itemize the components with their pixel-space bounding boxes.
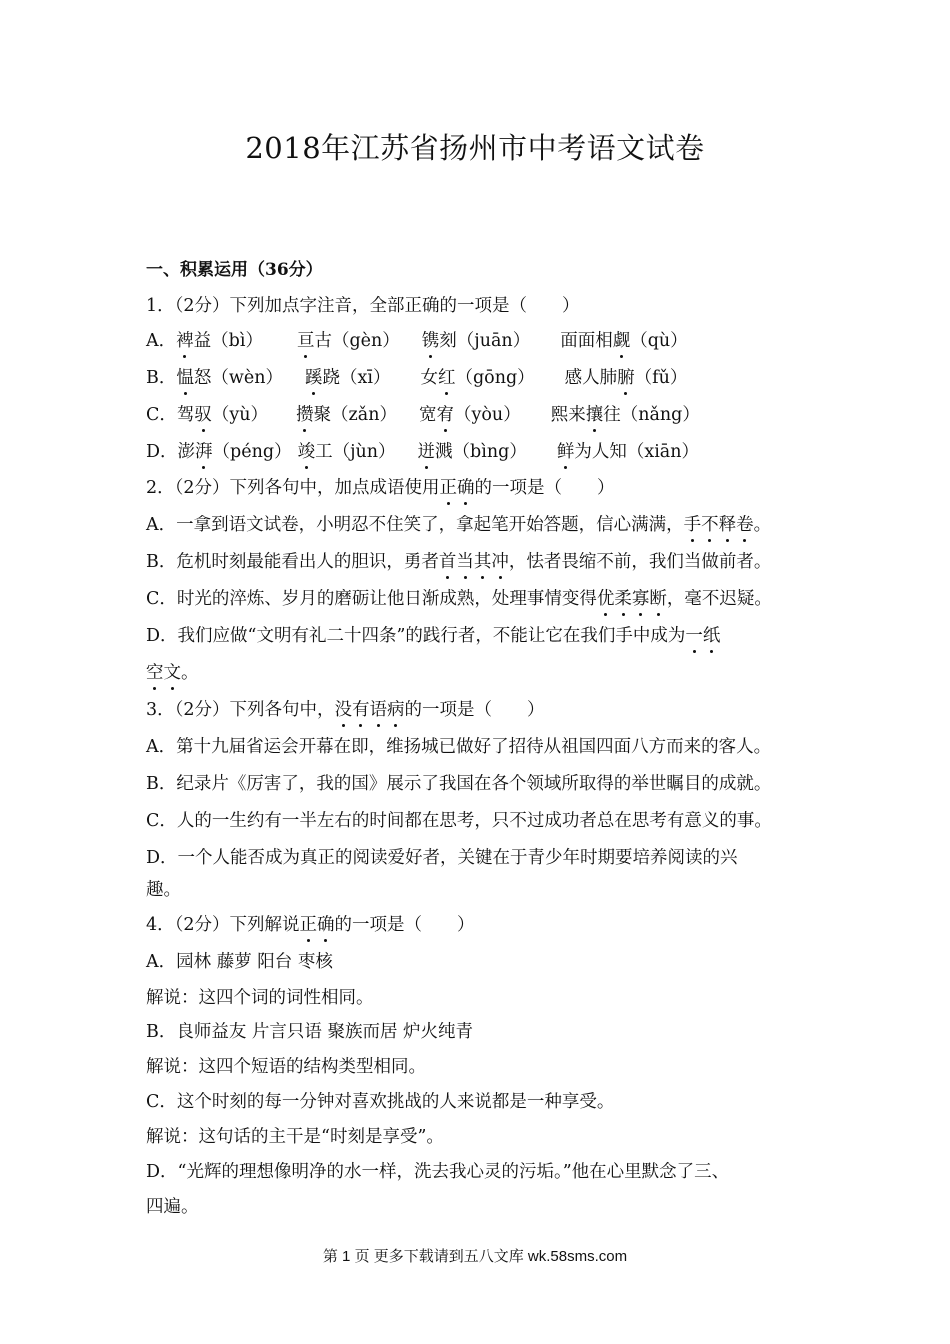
q3-option-c: C．人的一生约有一半左右的时间都在思考，只不过成功者总在思考有意义的事。 [146,811,772,831]
section-heading: 一、积累运用（36分） [146,260,323,280]
page-footer: 第 1 页 更多下载请到五八文库 wk.58sms.com [322,1248,628,1265]
q4-option-c: C．这个时刻的每一分钟对喜欢挑战的人来说都是一种享受。 [146,1092,615,1112]
q3-option-d: D．一个人能否成为真正的阅读爱好者，关键在于青少年时期要培养阅读的兴 [146,848,738,868]
question-3-stem: 3．（2分）下列各句中，没有语病的一项是（ ） [146,696,545,721]
page-title: 2018年江苏省扬州市中考语文试卷 [245,131,705,165]
q2-option-d-continued: 空文。 [146,659,199,684]
q4-option-d-continued: 四遍。 [146,1197,199,1217]
q3-option-a: A．第十九届省运会开幕在即，维扬城已做好了招待从祖国四面八方而来的客人。 [146,737,772,757]
q4-option-d: D．“光辉的理想像明净的水一样，洗去我心灵的污垢。”他在心里默念了三、 [146,1162,730,1182]
q2-option-d: D．我们应做“文明有礼二十四条”的践行者，不能让它在我们手中成为一纸 [146,622,720,647]
q4-option-a: A．园林 藤萝 阳台 枣核 [146,952,333,972]
q4-option-c-explanation: 解说：这句话的主干是“时刻是享受”。 [146,1127,444,1147]
q2-option-a: A．一拿到语文试卷，小明忍不住笑了，拿起笔开始答题，信心满满，手不释卷。 [146,511,771,536]
q3-option-b: B．纪录片《厉害了，我的国》展示了我国在各个领域所取得的举世瞩目的成就。 [146,774,772,794]
q1-option-a: A．裨益（bì） 亘古（gèn） 镌刻（juān） 面面相觑（qù） [146,327,688,352]
q3-option-d-continued: 趣。 [146,880,181,900]
question-2-stem: 2．（2分）下列各句中，加点成语使用正确的一项是（ ） [146,474,615,499]
q4-option-b-explanation: 解说：这四个短语的结构类型相同。 [146,1057,426,1077]
q1-option-c: C．驾驭（yù） 攒聚（zǎn） 宽宥（yòu） 熙来攘往（nǎng） [146,401,700,426]
q1-option-d: D．澎湃（péng） 竣工（jùn） 迸溅（bìng） 鲜为人知（xiān） [146,438,699,463]
question-1-stem: 1．（2分）下列加点字注音，全部正确的一项是（ ） [146,296,580,316]
q4-option-b: B．良师益友 片言只语 聚族而居 炉火纯青 [146,1022,474,1042]
q1-option-b: B．愠怒（wèn） 蹊跷（xī） 女红（gōng） 感人肺腑（fǔ） [146,364,687,389]
question-4-stem: 4．（2分）下列解说正确的一项是（ ） [146,911,475,936]
q4-option-a-explanation: 解说：这四个词的词性相同。 [146,988,374,1008]
q2-option-b: B．危机时刻最能看出人的胆识，勇者首当其冲，怯者畏缩不前，我们当做前者。 [146,548,771,573]
q2-option-c: C．时光的淬炼、岁月的磨砺让他日渐成熟，处理事情变得优柔寡断，毫不迟疑。 [146,585,772,610]
